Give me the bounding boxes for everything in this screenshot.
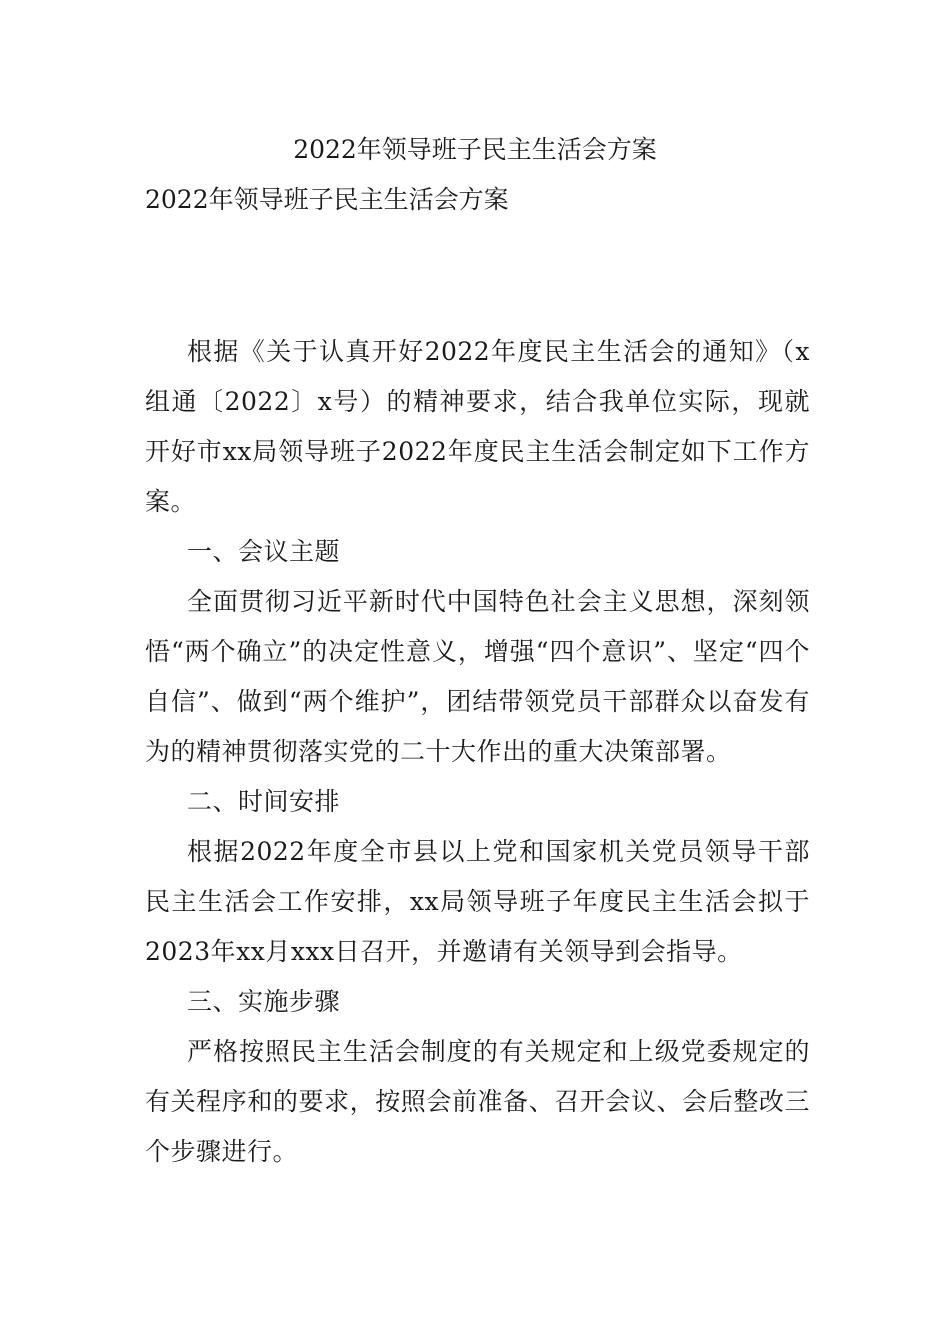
- intro-paragraph: 根据《关于认真开好2022年度民主生活会的通知》（x组通〔2022〕x号）的精神要求，结合我单位实际，现就开好市xx局领导班子2022年度民主生活会制定如下工作方案。: [145, 337, 810, 516]
- section-heading-theme: 一、会议主题: [187, 537, 341, 566]
- document-body: [145, 327, 810, 1177]
- steps-paragraph: 严格按照民主生活会制度的有关规定和上级党委规定的有关程序和的要求，按照会前准备、召开会议、会后整改三个步骤进行。: [145, 1037, 810, 1166]
- section-heading-steps: 三、实施步骤: [187, 987, 341, 1016]
- section-heading-schedule: 二、时间安排: [187, 787, 341, 816]
- schedule-paragraph: 根据2022年度全市县以上党和国家机关党员领导干部民主生活会工作安排，xx局领导班子年度民主生活会拟于2023年xx月xxx日召开，并邀请有关领导到会指导。: [145, 837, 810, 966]
- document-title-left: 2022年领导班子民主生活会方案: [145, 185, 509, 214]
- theme-paragraph: 全面贯彻习近平新时代中国特色社会主义思想，深刻领悟“两个确立”的决定性意义，增强“四个意识”、坚定“四个自信”、做到“两个维护”，团结带领党员干部群众以奋发有为的精神贯彻落实党的二十大作出的重大决策部署。: [145, 587, 810, 766]
- document-title-centered: 2022年领导班子民主生活会方案: [293, 135, 657, 164]
